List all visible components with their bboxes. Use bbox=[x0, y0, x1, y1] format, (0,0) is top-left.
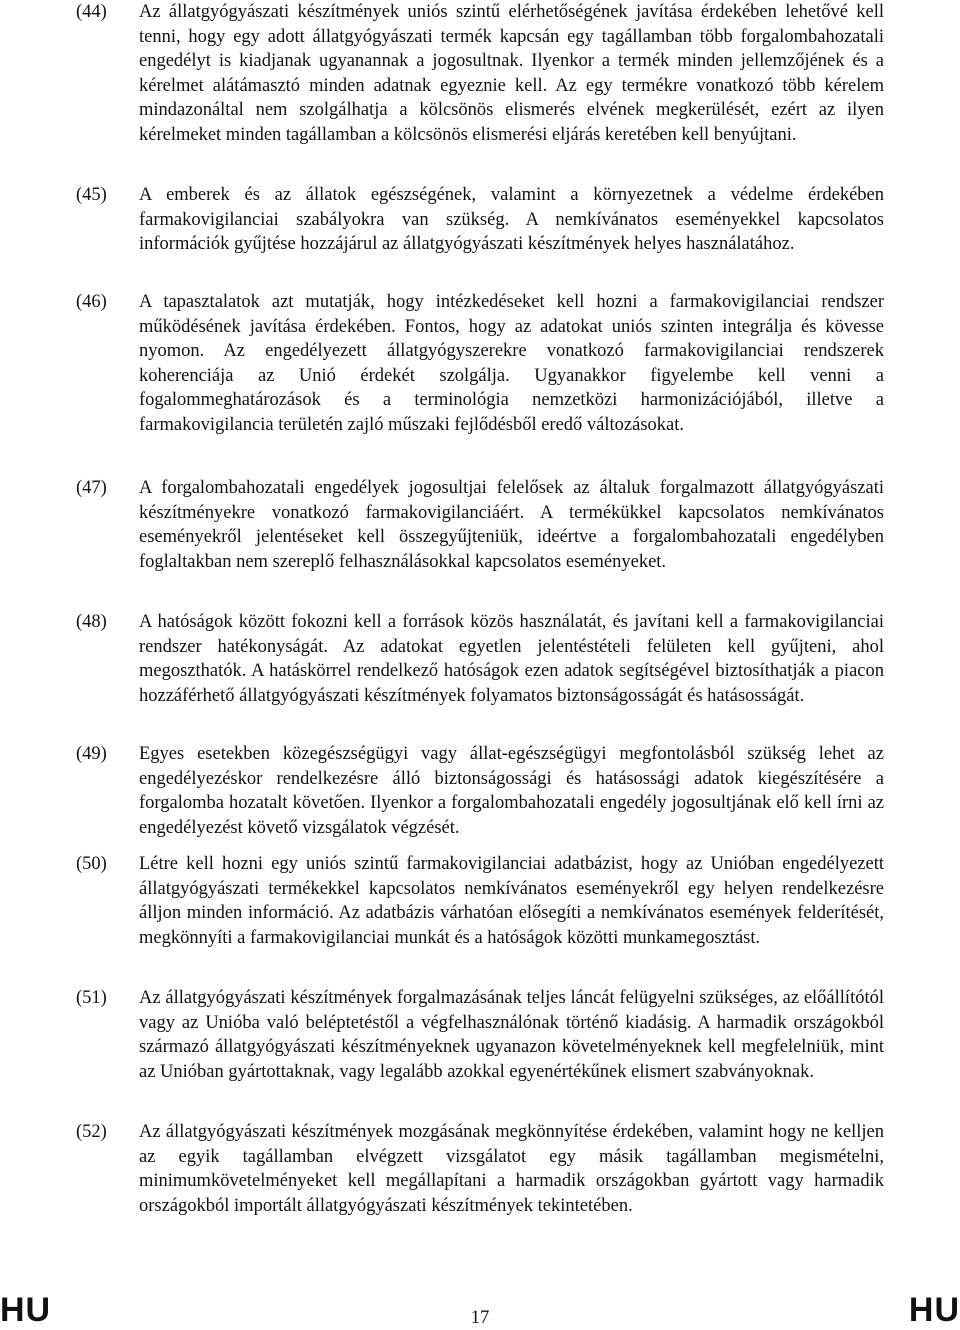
recital-text: Egyes esetekben közegészségügyi vagy állat-egészségügyi megfontolásból szükség lehet az engedélyezéskor rendelkezésre álló biztonságossági és hatásossági adatok kiegészítésére a forgalomba hozatalt követően. Ilyenkor a forgalombahozatali engedély jogosultjának elő kell írni az engedélyezést követő vizsgálatok végzését. bbox=[139, 744, 884, 838]
recital-text: Az állatgyógyászati készítmények mozgásának megkönnyítése érdekében, valamint hogy ne kelljen az egyik tagállamban elvégzett vizsgálatot egy másik tagállamban megismételni, minimumkövetelményeket kell megállapítani a harmadik országokban gyártott vagy harmadik országokból importált állatgyógyászati készítmények tekintetében. bbox=[139, 1122, 884, 1216]
recital-number: (44) bbox=[76, 2, 107, 22]
recital-number: (48) bbox=[76, 612, 107, 632]
recital-text: A forgalombahozatali engedélyek jogosultjai felelősek az általuk forgalmazott állatgyógyászati készítményekre vonatkozó farmakovigilanciáért. A termékükkel kapcsolatos nemkívánatos eseményekről jelentéseket kell összegyűjteniük, ideértve a forgalombahozatali engedélyben foglaltakban nem szereplő felhasználásokkal kapcsolatos eseményeket. bbox=[139, 478, 884, 572]
recital-number: (45) bbox=[76, 185, 107, 205]
recital-number: (51) bbox=[76, 988, 107, 1008]
recital-text: A tapasztalatok azt mutatják, hogy intézkedéseket kell hozni a farmakovigilanciai rendszer működésének javítása érdekében. Fontos, hogy az adatokat uniós szinten integrálja és kövesse nyomon. Az engedélyezett állatgyógyszerekre vonatkozó farmakovigilanciai rendszerek koherenciája az Unió érdekét szolgálja. Ugyanakkor figyelembe kell venni a fogalommeghatározások és a terminológia nemzetközi harmonizációjából, illetve a farmakovigilancia területén zajló műszaki fejlődésből eredő változásokat. bbox=[139, 292, 884, 435]
recital-text: Az állatgyógyászati készítmények forgalmazásának teljes láncát felügyelni szükséges, az előállítótól vagy az Unióba való beléptetéstől a végfelhasználónak történő kiadásig. A harmadik országokból származó állatgyógyászati készítményeknek ugyanazon követelményeknek kell megfelelniük, mint az Unióban gyártottaknak, vagy legalább azokkal egyenértékűnek elismert szabványoknak. bbox=[139, 988, 884, 1082]
recital-text: A hatóságok között fokozni kell a források közös használatát, és javítani kell a farmakovigilanciai rendszer hatékonyságát. Az adatokat egyetlen jelentéstételi felületen kell gyűjteni, ahol megoszthatók. A hatáskörrel rendelkező hatóságok ezen adatok segítségével biztosíthatják a piacon hozzáférhető állatgyógyászati készítmények folyamatos biztonságosságát és hatásosságát. bbox=[139, 612, 884, 706]
page-number: 17 bbox=[470, 1308, 490, 1328]
recital-number: (47) bbox=[76, 478, 107, 498]
recital-number: (49) bbox=[76, 744, 107, 764]
recital-number: (50) bbox=[76, 854, 107, 874]
recital-text: Létre kell hozni egy uniós szintű farmakovigilanciai adatbázist, hogy az Unióban engedélyezett állatgyógyászati termékekkel kapcsolatos nemkívánatos eseményekről egy helyen rendelkezésre álljon minden információ. Az adatbázis várhatóan elősegíti a nemkívánatos események felderítését, megkönnyíti a farmakovigilanciai munkát és a hatóságok közötti munkamegosztást. bbox=[139, 854, 884, 948]
footer-language-code-right: HU bbox=[908, 1291, 960, 1329]
footer-language-code-left: HU bbox=[0, 1291, 52, 1329]
recital-text: Az állatgyógyászati készítmények uniós szintű elérhetőségének javítása érdekében lehetővé kell tenni, hogy egy adott állatgyógyászati termék kapcsán egy tagállamban több forgalombahozatali engedélyt is kiadjanak ugyanannak a jogosultnak. Ilyenkor a termék minden jellemzőjének és a kérelmet alátámasztó minden adatnak egyeznie kell. Az egy termékre vonatkozó több kérelem mindazonáltal nem szolgálhatja a kölcsönös elismerés elvének megkerülését, ezért az ilyen kérelmeket minden tagállamban a kölcsönös elismerési eljárás keretében kell benyújtani. bbox=[139, 2, 884, 145]
recital-number: (46) bbox=[76, 292, 107, 312]
recital-text: A emberek és az állatok egészségének, valamint a környezetnek a védelme érdekében farmakovigilanciai szabályokra van szükség. A nemkívánatos eseményekkel kapcsolatos információk gyűjtése hozzájárul az állatgyógyászati készítmények helyes használatához. bbox=[139, 185, 884, 255]
recital-number: (52) bbox=[76, 1122, 107, 1142]
